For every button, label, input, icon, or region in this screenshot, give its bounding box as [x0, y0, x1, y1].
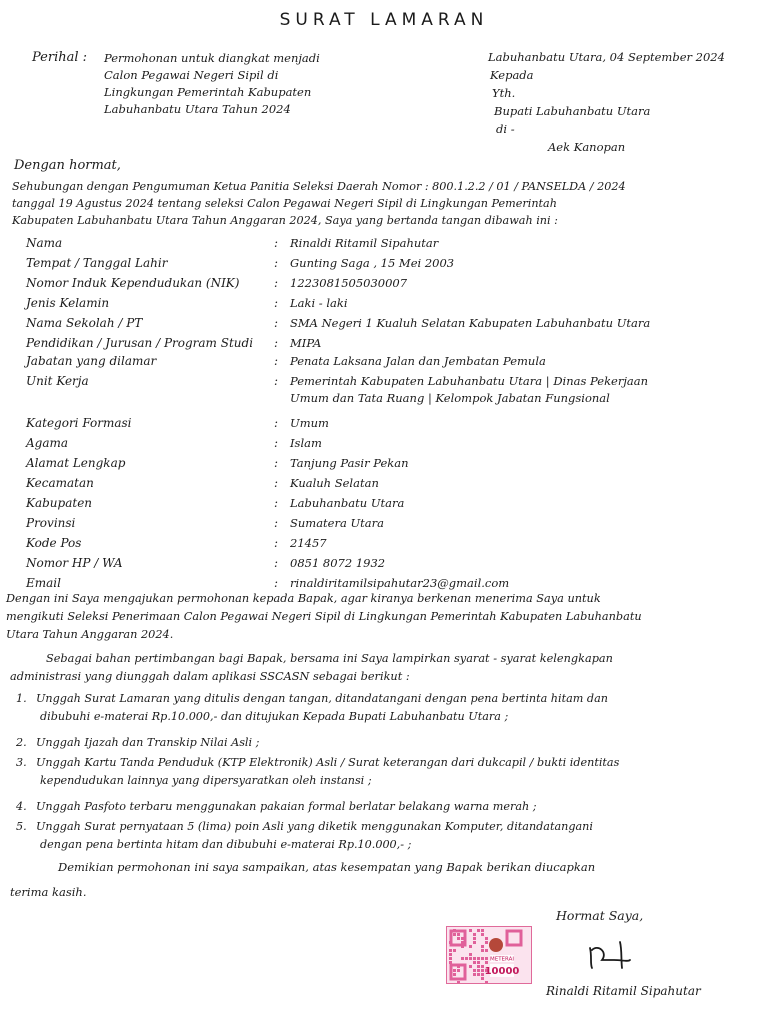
field-row — [26, 556, 746, 576]
field-colon: : — [274, 576, 279, 590]
field-label: Pendidikan / Jurusan / Program Studi — [26, 336, 254, 350]
field-colon: : — [274, 374, 279, 388]
signer-name: Rinaldi Ritamil Sipahutar — [546, 984, 701, 998]
opening-line: Sehubungan dengan Pengumuman Ketua Panitia Seleksi Daerah Nomor : 800.1.2.2 / 01 / PANSELDA / 2024 — [12, 180, 626, 193]
field-row — [26, 374, 746, 405]
salutation: Dengan hormat, — [14, 158, 121, 173]
field-label: Kecamatan — [26, 476, 94, 490]
field-value: 21457 — [290, 536, 327, 550]
list-text: Unggah Surat Lamaran yang ditulis dengan tangan, ditandatangani dengan pena bertinta hitam dan — [36, 692, 608, 705]
field-label: Kabupaten — [26, 496, 93, 510]
list-item — [16, 820, 593, 851]
field-value: Umum — [290, 416, 329, 430]
address-line: Kepada — [490, 68, 534, 82]
field-colon: : — [274, 456, 279, 470]
field-colon: : — [274, 476, 279, 490]
list-number: 1. — [16, 692, 27, 705]
list-number: 3. — [16, 756, 27, 769]
field-value: Islam — [290, 436, 322, 450]
field-colon: : — [274, 296, 279, 310]
field-label: Alamat Lengkap — [26, 456, 126, 470]
handwritten-signature — [584, 938, 644, 974]
perihal-subject — [104, 50, 320, 118]
field-label: Nama — [26, 236, 63, 250]
perihal-label: Perihal : — [32, 50, 88, 65]
list-text: Unggah Surat pernyataan 5 (lima) poin Asli yang diketik menggunakan Komputer, ditandatangani — [36, 820, 593, 833]
field-colon: : — [274, 336, 279, 350]
field-value: 0851 8072 1932 — [290, 556, 386, 570]
paragraph-line: administrasi yang diunggah dalam aplikasi SSCASN sebagai berikut : — [10, 670, 410, 683]
date-line: Labuhanbatu Utara, 04 September 2024 — [488, 50, 725, 64]
field-label: Kode Pos — [26, 536, 82, 550]
field-row — [26, 236, 746, 256]
field-value: MIPA — [290, 336, 322, 350]
field-row — [26, 354, 746, 374]
field-value: Rinaldi Ritamil Sipahutar — [290, 236, 439, 250]
list-number: 5. — [16, 820, 27, 833]
field-label: Agama — [26, 436, 69, 450]
perihal-line: Permohonan untuk diangkat menjadi — [104, 51, 320, 65]
hormat-saya: Hormat Saya, — [556, 908, 644, 923]
list-text: Unggah Ijazah dan Transkip Nilai Asli ; — [36, 736, 260, 749]
field-label: Tempat / Tanggal Lahir — [26, 256, 168, 270]
field-row — [26, 296, 746, 316]
list-item — [16, 756, 620, 787]
opening-line: Kabupaten Labuhanbatu Utara Tahun Anggaran 2024, Saya yang bertanda tangan dibawah ini : — [12, 214, 558, 227]
field-colon: : — [274, 316, 279, 330]
field-colon: : — [274, 556, 279, 570]
field-colon: : — [274, 276, 279, 290]
field-value: Laki - laki — [290, 296, 348, 310]
field-colon: : — [274, 256, 279, 270]
qr-pattern-icon — [447, 927, 531, 983]
list-text: Unggah Pasfoto terbaru menggunakan pakaian formal berlatar belakang warna merah ; — [36, 800, 537, 813]
field-colon: : — [274, 516, 279, 530]
materai-value: 10000 — [484, 966, 520, 977]
field-label: Provinsi — [26, 516, 76, 530]
field-label: Unit Kerja — [26, 374, 89, 388]
closing-line: terima kasih. — [10, 885, 87, 899]
field-colon: : — [274, 354, 279, 368]
field-row — [26, 536, 746, 556]
field-label: Nomor Induk Kependudukan (NIK) — [26, 276, 240, 290]
e-materai-stamp — [446, 926, 532, 984]
field-value: Labuhanbatu Utara — [290, 496, 405, 510]
field-value: 1223081505030007 — [290, 276, 408, 290]
field-row — [26, 496, 746, 516]
field-row — [26, 276, 746, 296]
list-text-continuation: dibubuhi e-materai Rp.10.000,- dan ditujukan Kepada Bupati Labuhanbatu Utara ; — [40, 710, 509, 723]
address-line: Bupati Labuhanbatu Utara — [494, 104, 651, 118]
paragraph-line: Dengan ini Saya mengajukan permohonan kepada Bapak, agar kiranya berkenan menerima Saya untuk — [6, 592, 601, 605]
perihal-line: Labuhanbatu Utara Tahun 2024 — [104, 102, 291, 116]
field-value: Gunting Saga , 15 Mei 2003 — [290, 256, 455, 270]
paragraph-line: Utara Tahun Anggaran 2024. — [6, 628, 174, 641]
opening-paragraph — [12, 178, 752, 229]
field-value: Pemerintah Kabupaten Labuhanbatu Utara | Dinas Pekerjaan — [290, 374, 649, 388]
field-colon: : — [274, 236, 279, 250]
address-block — [488, 48, 725, 156]
field-label: Nomor HP / WA — [26, 556, 123, 570]
field-label: Email — [26, 576, 61, 590]
field-label: Kategori Formasi — [26, 416, 132, 430]
perihal-line: Lingkungan Pemerintah Kabupaten — [104, 85, 312, 99]
field-row — [26, 516, 746, 536]
list-item — [16, 692, 608, 723]
field-row — [26, 476, 746, 496]
field-row — [26, 336, 746, 356]
materai-label: METERAI — [489, 956, 515, 963]
opening-line: tanggal 19 Agustus 2024 tentang seleksi Calon Pegawai Negeri Sipil di Lingkungan Pemerintah — [12, 197, 557, 210]
field-row — [26, 456, 746, 476]
field-colon: : — [274, 436, 279, 450]
list-item — [16, 800, 537, 813]
field-value: Kualuh Selatan — [290, 476, 379, 490]
field-colon: : — [274, 536, 279, 550]
paragraph-line: mengikuti Seleksi Penerimaan Calon Pegawai Negeri Sipil di Lingkungan Pemerintah Kabupaten Labuhanbatu — [6, 610, 642, 623]
field-value: Penata Laksana Jalan dan Jembatan Pemula — [290, 354, 546, 368]
request-paragraph — [6, 590, 756, 644]
field-value: rinaldiritamilsipahutar23@gmail.com — [290, 576, 510, 590]
field-row — [26, 256, 746, 276]
attachments-intro — [10, 650, 613, 686]
list-text-continuation: dengan pena bertinta hitam dan dibubuhi e-materai Rp.10.000,- ; — [40, 838, 412, 851]
field-value: Sumatera Utara — [290, 516, 385, 530]
field-label: Jabatan yang dilamar — [26, 354, 157, 368]
field-value: SMA Negeri 1 Kualuh Selatan Kabupaten Labuhanbatu Utara — [290, 316, 651, 330]
list-item — [16, 736, 259, 749]
paragraph-line: Sebagai bahan pertimbangan bagi Bapak, bersama ini Saya lampirkan syarat - syarat kelengkapan — [46, 652, 613, 665]
field-row — [26, 416, 746, 436]
field-row — [26, 436, 746, 456]
list-text: Unggah Kartu Tanda Penduduk (KTP Elektronik) Asli / Surat keterangan dari dukcapil / bukti identitas — [36, 756, 620, 769]
closing-line: Demikian permohonan ini saya sampaikan, atas kesempatan yang Bapak berikan diucapkan — [58, 860, 596, 874]
perihal-line: Calon Pegawai Negeri Sipil di — [104, 68, 279, 82]
letter-title: SURAT LAMARAN — [279, 10, 489, 30]
field-colon: : — [274, 416, 279, 430]
field-value: Tanjung Pasir Pekan — [290, 456, 409, 470]
field-label: Nama Sekolah / PT — [26, 316, 143, 330]
address-line: di - — [496, 122, 515, 136]
list-text-continuation: kependudukan lainnya yang dipersyaratkan oleh instansi ; — [40, 774, 372, 787]
field-label: Jenis Kelamin — [26, 296, 110, 310]
address-line: Aek Kanopan — [548, 140, 626, 154]
field-row — [26, 316, 746, 336]
field-colon: : — [274, 496, 279, 510]
closing-paragraph — [10, 855, 595, 905]
address-line: Yth. — [492, 86, 516, 100]
list-number: 4. — [16, 800, 27, 813]
field-value-continuation: Umum dan Tata Ruang | Kelompok Jabatan Fungsional — [290, 391, 610, 405]
list-number: 2. — [16, 736, 27, 749]
